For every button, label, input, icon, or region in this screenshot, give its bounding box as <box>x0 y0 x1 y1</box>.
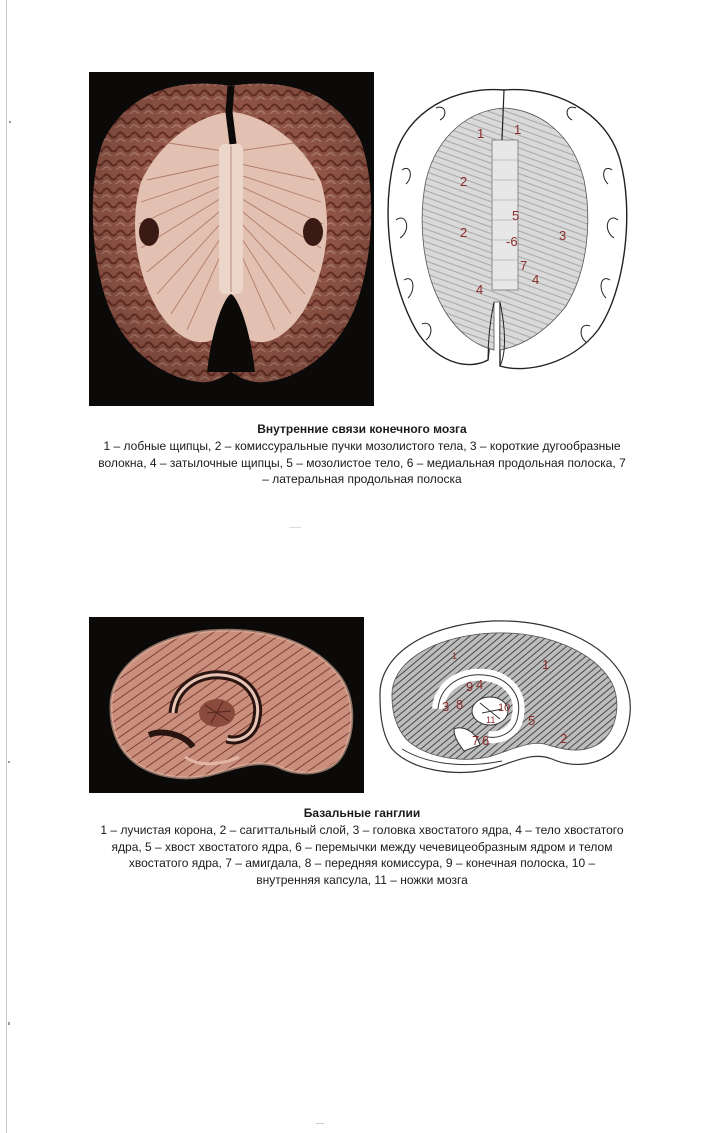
drawing-label: 1 <box>452 651 458 661</box>
scan-edge-line <box>6 0 7 1133</box>
scan-speck <box>316 1123 324 1124</box>
scan-speck <box>9 121 11 123</box>
brain-drawing-sagittal-view <box>372 617 634 779</box>
scan-speck <box>289 527 301 528</box>
figure-legend: 1 – лобные щипцы, 2 – комиссуральные пучки мозолистого тела, 3 – короткие дугообразные волокна, 4 – затылочные щипцы, 5 – мозолистое тело, 6 – медиальная продольная полоска, 7 – латеральная продольная полоска <box>98 439 626 486</box>
brain-drawing-superior-view <box>376 80 638 380</box>
brain-photo-superior-view <box>89 72 374 406</box>
drawing-label: 4 <box>476 677 484 692</box>
brain-photo-sagittal-view <box>89 617 364 793</box>
drawing-label: -6 <box>506 234 518 249</box>
figure-caption-internal-connections <box>96 421 628 488</box>
drawing-label: 2 <box>460 174 468 189</box>
drawing-label: 1 <box>477 126 485 141</box>
drawing-label: 4 <box>476 282 484 297</box>
drawing-label: 5 <box>528 713 536 728</box>
scan-speck <box>8 1022 10 1025</box>
drawing-label: 1 <box>542 657 550 672</box>
figure-legend: 1 – лучистая корона, 2 – сагиттальный слой, 3 – головка хвостатого ядра, 4 – тело хвостатого ядра, 5 – хвост хвостатого ядра, 6 – перемычки между чечевицеобразным ядром и телом хвостатого ядра, 7 – амигдала, 8 – передняя комиссура, 9 – конечная полоска, 10 – внутренняя капсула, 11 – ножки мозга <box>100 823 624 887</box>
drawing-label: 2 <box>460 225 468 240</box>
drawing-label: 7 <box>472 733 480 748</box>
drawing-label: 7 <box>520 258 528 273</box>
drawing-label: 1 <box>514 122 522 137</box>
drawing-label: 2 <box>560 731 568 746</box>
figure-caption-basal-ganglia <box>96 805 628 888</box>
drawing-label: 8 <box>456 697 464 712</box>
drawing-label: 9 <box>466 679 474 694</box>
figure-title: Базальные ганглии <box>303 806 421 820</box>
figure-title: Внутренние связи конечного мозга <box>257 422 467 436</box>
drawing-label: 6 <box>482 733 490 748</box>
drawing-label: 11 <box>486 715 496 725</box>
drawing-label: 3 <box>442 699 450 714</box>
drawing-label: 4 <box>532 272 540 287</box>
drawing-label: 5 <box>512 208 520 223</box>
scan-speck <box>8 761 10 763</box>
drawing-label: 10 <box>498 702 511 714</box>
drawing-label: 3 <box>559 228 567 243</box>
